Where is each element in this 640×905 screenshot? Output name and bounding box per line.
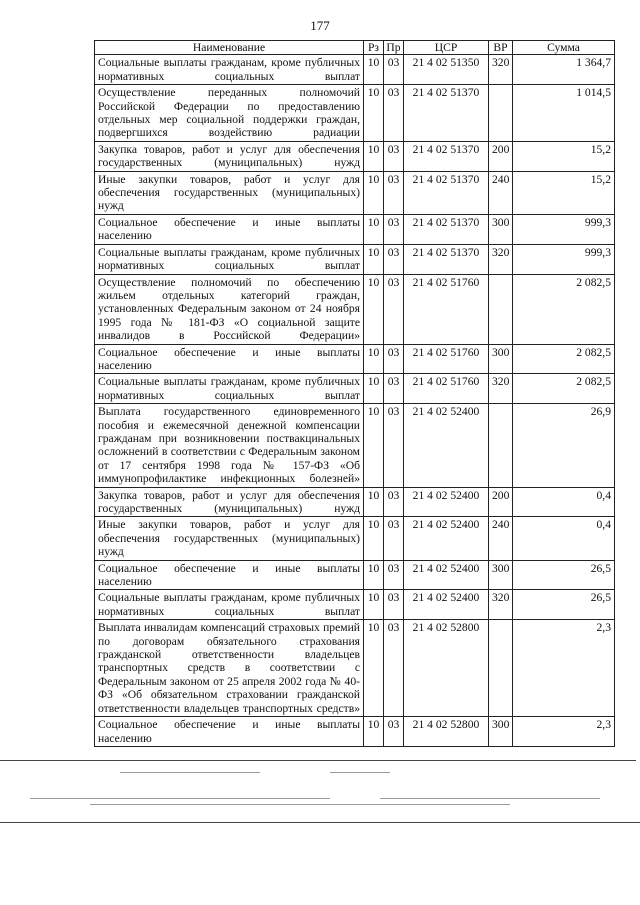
row-csr: 21 4 02 51350 [404, 55, 489, 85]
row-vr: 300 [489, 717, 513, 747]
table-row [95, 517, 615, 560]
row-name: Осуществление переданных полномочий Российской Федерации по предоставлению отдельных мер социальной поддержки граждан, подвергшихся воздействию радиации [95, 85, 364, 142]
row-vr: 300 [489, 560, 513, 590]
row-rz: 10 [364, 374, 384, 404]
row-vr: 240 [489, 517, 513, 560]
row-pr: 03 [384, 374, 404, 404]
row-vr: 320 [489, 590, 513, 620]
row-pr: 03 [384, 85, 404, 142]
row-csr: 21 4 02 52400 [404, 517, 489, 560]
row-csr: 21 4 02 52400 [404, 590, 489, 620]
table-row [95, 404, 615, 487]
row-rz: 10 [364, 560, 384, 590]
row-pr: 03 [384, 487, 404, 517]
row-pr: 03 [384, 344, 404, 374]
row-sum: 15,2 [513, 141, 615, 171]
scan-artifact-line [380, 798, 600, 799]
table-row [95, 55, 615, 85]
row-name: Социальные выплаты гражданам, кроме публичных нормативных социальных выплат [95, 55, 364, 85]
table-row [95, 214, 615, 244]
scan-artifact-line [120, 772, 260, 773]
row-vr: 200 [489, 141, 513, 171]
row-vr: 300 [489, 344, 513, 374]
row-pr: 03 [384, 620, 404, 717]
row-pr: 03 [384, 171, 404, 214]
budget-table [94, 40, 615, 747]
table-row [95, 374, 615, 404]
table-row [95, 141, 615, 171]
row-sum: 15,2 [513, 171, 615, 214]
row-name: Выплата инвалидам компенсаций страховых премий по договорам обязательного страхования гражданской ответственности владельцев транспортных средств в соответствии с Федеральным законом от 25 апреля 2002 года № 40-ФЗ «Об обязательном страховании гражданской ответственности владельцев транспортных средств» [95, 620, 364, 717]
row-sum: 0,4 [513, 517, 615, 560]
row-pr: 03 [384, 214, 404, 244]
row-vr: 300 [489, 214, 513, 244]
row-name: Иные закупки товаров, работ и услуг для обеспечения государственных (муниципальных) нужд [95, 171, 364, 214]
header-rz: Рз [364, 41, 384, 55]
row-csr: 21 4 02 52400 [404, 404, 489, 487]
row-pr: 03 [384, 141, 404, 171]
row-csr: 21 4 02 51760 [404, 374, 489, 404]
row-vr: 320 [489, 55, 513, 85]
row-sum: 0,4 [513, 487, 615, 517]
row-rz: 10 [364, 214, 384, 244]
row-vr [489, 620, 513, 717]
table-row [95, 590, 615, 620]
row-vr: 320 [489, 244, 513, 274]
row-name: Выплата государственного единовременного пособия и ежемесячной денежной компенсации гражданам при возникновении поствакцинальных осложнений в соответствии с Федеральным законом от 17 сентября 1998 года № 157-ФЗ «Об иммунопрофилактике инфекционных болезней» [95, 404, 364, 487]
row-rz: 10 [364, 141, 384, 171]
row-csr: 21 4 02 51760 [404, 274, 489, 344]
table-body [95, 55, 615, 747]
row-csr: 21 4 02 51370 [404, 141, 489, 171]
row-name: Социальное обеспечение и иные выплаты населению [95, 214, 364, 244]
row-pr: 03 [384, 590, 404, 620]
row-name: Социальное обеспечение и иные выплаты населению [95, 717, 364, 747]
row-sum: 26,5 [513, 560, 615, 590]
row-pr: 03 [384, 55, 404, 85]
row-sum: 1 014,5 [513, 85, 615, 142]
table-row [95, 244, 615, 274]
row-csr: 21 4 02 51370 [404, 171, 489, 214]
footer-rule-upper [0, 760, 636, 761]
row-sum: 2 082,5 [513, 274, 615, 344]
header-csr: ЦСР [404, 41, 489, 55]
row-name: Социальные выплаты гражданам, кроме публичных нормативных социальных выплат [95, 590, 364, 620]
row-csr: 21 4 02 51760 [404, 344, 489, 374]
row-vr [489, 404, 513, 487]
page-number: 177 [310, 18, 330, 33]
row-csr: 21 4 02 51370 [404, 85, 489, 142]
table-row [95, 344, 615, 374]
row-rz: 10 [364, 244, 384, 274]
table-row [95, 85, 615, 142]
table-row [95, 171, 615, 214]
row-rz: 10 [364, 717, 384, 747]
row-rz: 10 [364, 487, 384, 517]
row-sum: 999,3 [513, 214, 615, 244]
row-pr: 03 [384, 517, 404, 560]
table-row [95, 717, 615, 747]
table-row [95, 620, 615, 717]
row-name: Закупка товаров, работ и услуг для обеспечения государственных (муниципальных) нужд [95, 141, 364, 171]
row-sum: 26,9 [513, 404, 615, 487]
row-name: Социальные выплаты гражданам, кроме публичных нормативных социальных выплат [95, 374, 364, 404]
row-csr: 21 4 02 51370 [404, 244, 489, 274]
row-vr [489, 85, 513, 142]
row-sum: 2,3 [513, 620, 615, 717]
row-rz: 10 [364, 171, 384, 214]
row-pr: 03 [384, 274, 404, 344]
scan-artifact-line [330, 772, 390, 773]
row-name: Иные закупки товаров, работ и услуг для обеспечения государственных (муниципальных) нужд [95, 517, 364, 560]
row-rz: 10 [364, 55, 384, 85]
row-rz: 10 [364, 517, 384, 560]
row-pr: 03 [384, 717, 404, 747]
row-vr [489, 274, 513, 344]
row-name: Социальное обеспечение и иные выплаты населению [95, 344, 364, 374]
row-sum: 2,3 [513, 717, 615, 747]
row-sum: 999,3 [513, 244, 615, 274]
row-rz: 10 [364, 344, 384, 374]
row-name: Закупка товаров, работ и услуг для обеспечения государственных (муниципальных) нужд [95, 487, 364, 517]
row-name: Социальное обеспечение и иные выплаты населению [95, 560, 364, 590]
row-pr: 03 [384, 404, 404, 487]
header-name: Наименование [95, 41, 364, 55]
row-pr: 03 [384, 244, 404, 274]
row-name: Осуществление полномочий по обеспечению жильем отдельных категорий граждан, установленных Федеральным законом от 24 ноября 1995 года № 181-ФЗ «О социальной защите инвалидов в Российской Федерации» [95, 274, 364, 344]
row-sum: 26,5 [513, 590, 615, 620]
scan-artifact-line [30, 798, 330, 799]
row-csr: 21 4 02 52800 [404, 717, 489, 747]
scan-artifact-line [90, 804, 510, 805]
header-sum: Сумма [513, 41, 615, 55]
header-vr: ВР [489, 41, 513, 55]
row-rz: 10 [364, 85, 384, 142]
row-rz: 10 [364, 590, 384, 620]
row-sum: 2 082,5 [513, 344, 615, 374]
row-csr: 21 4 02 51370 [404, 214, 489, 244]
row-csr: 21 4 02 52400 [404, 560, 489, 590]
row-rz: 10 [364, 274, 384, 344]
row-csr: 21 4 02 52800 [404, 620, 489, 717]
header-pr: Пр [384, 41, 404, 55]
row-rz: 10 [364, 404, 384, 487]
row-name: Социальные выплаты гражданам, кроме публичных нормативных социальных выплат [95, 244, 364, 274]
row-vr: 240 [489, 171, 513, 214]
row-csr: 21 4 02 52400 [404, 487, 489, 517]
table-row [95, 487, 615, 517]
row-vr: 200 [489, 487, 513, 517]
table-row [95, 560, 615, 590]
row-sum: 1 364,7 [513, 55, 615, 85]
table-row [95, 274, 615, 344]
footer-rule-lower [0, 822, 640, 823]
row-vr: 320 [489, 374, 513, 404]
row-rz: 10 [364, 620, 384, 717]
row-sum: 2 082,5 [513, 374, 615, 404]
row-pr: 03 [384, 560, 404, 590]
table-header-row [95, 41, 615, 55]
